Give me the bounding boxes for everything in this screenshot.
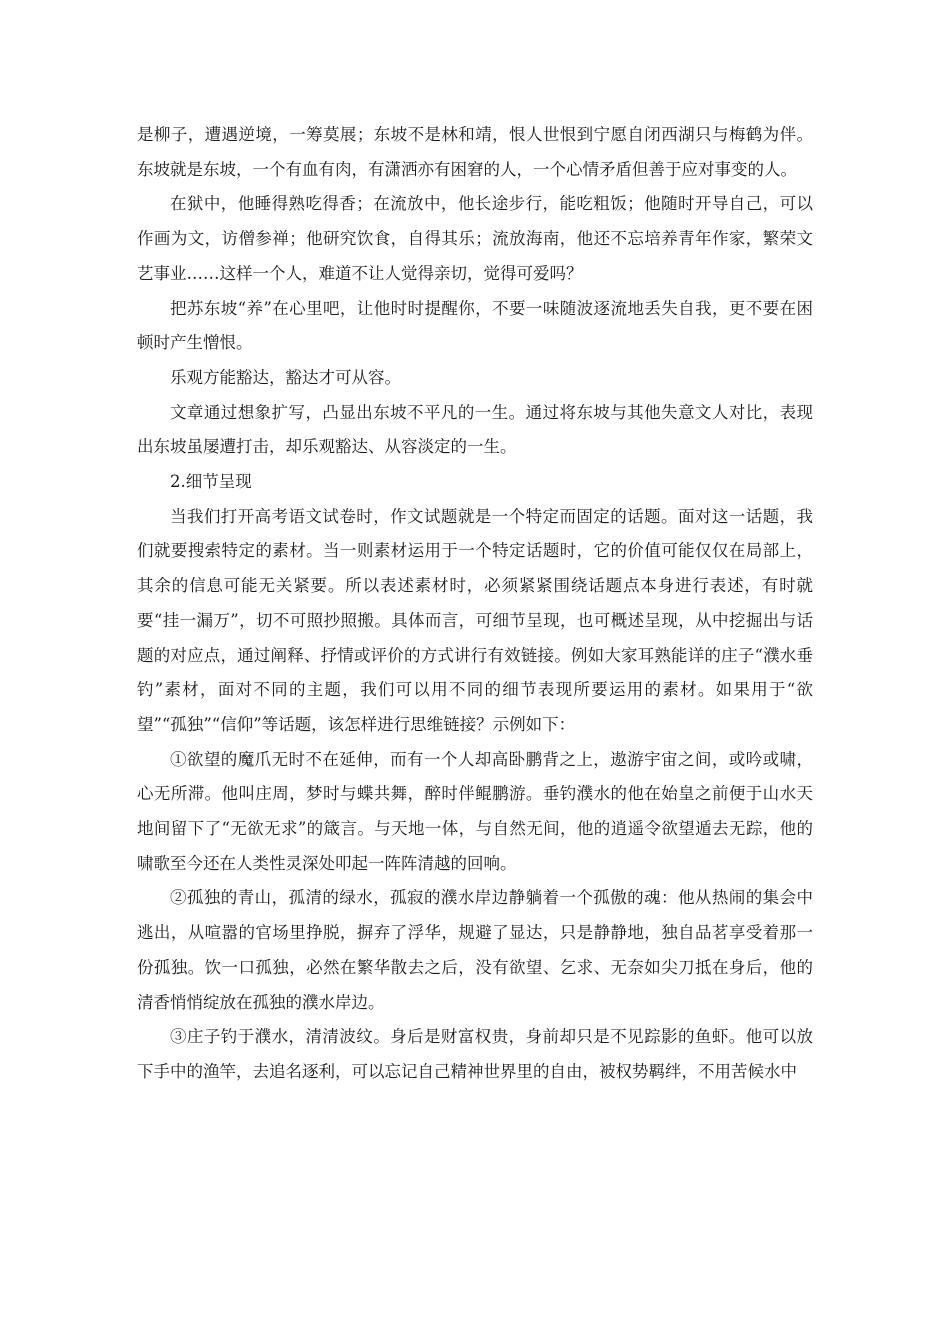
example-loneliness: ②孤独的青山，孤清的绿水，孤寂的濮水岸边静躺着一个孤傲的魂：他从热闹的集会中逃出，从喧嚣的官场里挣脱，摒弃了浮华，规避了显达，只是静静地，独自品茗享受着那一份孤独。饮一口孤独，必然在繁华散去之后，没有欲望、乞求、无奈如尖刀抵在身后，他的清香悄悄绽放在孤独的濮水岸边。 xyxy=(137,888,813,1012)
paragraph-optimism: 乐观方能豁达，豁达才可从容。 xyxy=(170,367,401,387)
paragraph-su-dongpo-contrast: 是柳子，遭遇逆境，一筹莫展；东坡不是林和靖，恨人世恨到宁愿自闭西湖只与梅鹤为伴。东坡就是东坡，一个有血有肉，有潇洒亦有困窘的人，一个心情矛盾但善于应对事变的人。 xyxy=(137,125,813,179)
paragraph-commentary: 文章通过想象扩写，凸显出东坡不平凡的一生。通过将东坡与其他失意文人对比，表现出东坡虽屡遭打击，却乐观豁达、从容淡定的一生。 xyxy=(137,402,813,457)
example-belief: ③庄子钓于濮水，清清波纹。身后是财富权贵，身前却只是不见踪影的鱼虾。他可以放下手中的渔竿，去追名逐利，可以忘记自己精神世界里的自由，被权势羁绊，不用苦候水中 xyxy=(137,1027,813,1081)
paragraph-exam-topic: 当我们打开高考语文试卷时，作文试题就是一个特定而固定的话题。面对这一话题，我们就要搜索特定的素材。当一则素材运用于一个特定话题时，它的价值可能仅仅在局部上，其余的信息可能无关紧要。所以表述素材时，必须紧紧围绕话题点本身进行表述，有时就要“挂一漏万”，切不可照抄照搬。具体而言，可细节呈现，也可概述呈现，从中挖掘出与话题的对应点，通过阐释、抒情或评价的方式讲行有效链接。例如大家耳熟能详的庄子“濮水垂钓”素材，面对不同的主题，我们可以用不同的细节表现所要运用的素材。如果用于“欲望”“孤独”“信仰”等话题，该怎样进行思维链接？示例如下： xyxy=(137,506,813,734)
section-heading-detail: 2.细节呈现 xyxy=(170,472,252,492)
paragraph-keep-in-heart: 把苏东坡“养”在心里吧，让他时时提醒你，不要一味随波逐流地丢失自我，更不要在困顿时产生憎恨。 xyxy=(137,298,813,353)
example-desire: ①欲望的魔爪无时不在延伸，而有一个人却高卧鹏背之上，遨游宇宙之间，或吟或啸，心无所滞。他叫庄周，梦时与蝶共舞，醉时伴鲲鹏游。垂钓濮水的他在始皇之前便于山水天地间留下了“无欲无求”的箴言。与天地一体，与自然无间，他的逍遥令欲望遁去无踪，他的啸歌至今还在人类性灵深处叩起一阵阵清越的回响。 xyxy=(137,749,813,873)
document-page xyxy=(137,118,813,1090)
paragraph-prison-exile: 在狱中，他睡得熟吃得香；在流放中，他长途步行，能吃粗饭；他随时开导自己，可以作画为文，访僧参禅；他研究饮食，自得其乐；流放海南，他还不忘培养青年作家，繁荣文艺事业……这样一个人，难道不让人觉得亲切，觉得可爱吗？ xyxy=(137,194,813,283)
